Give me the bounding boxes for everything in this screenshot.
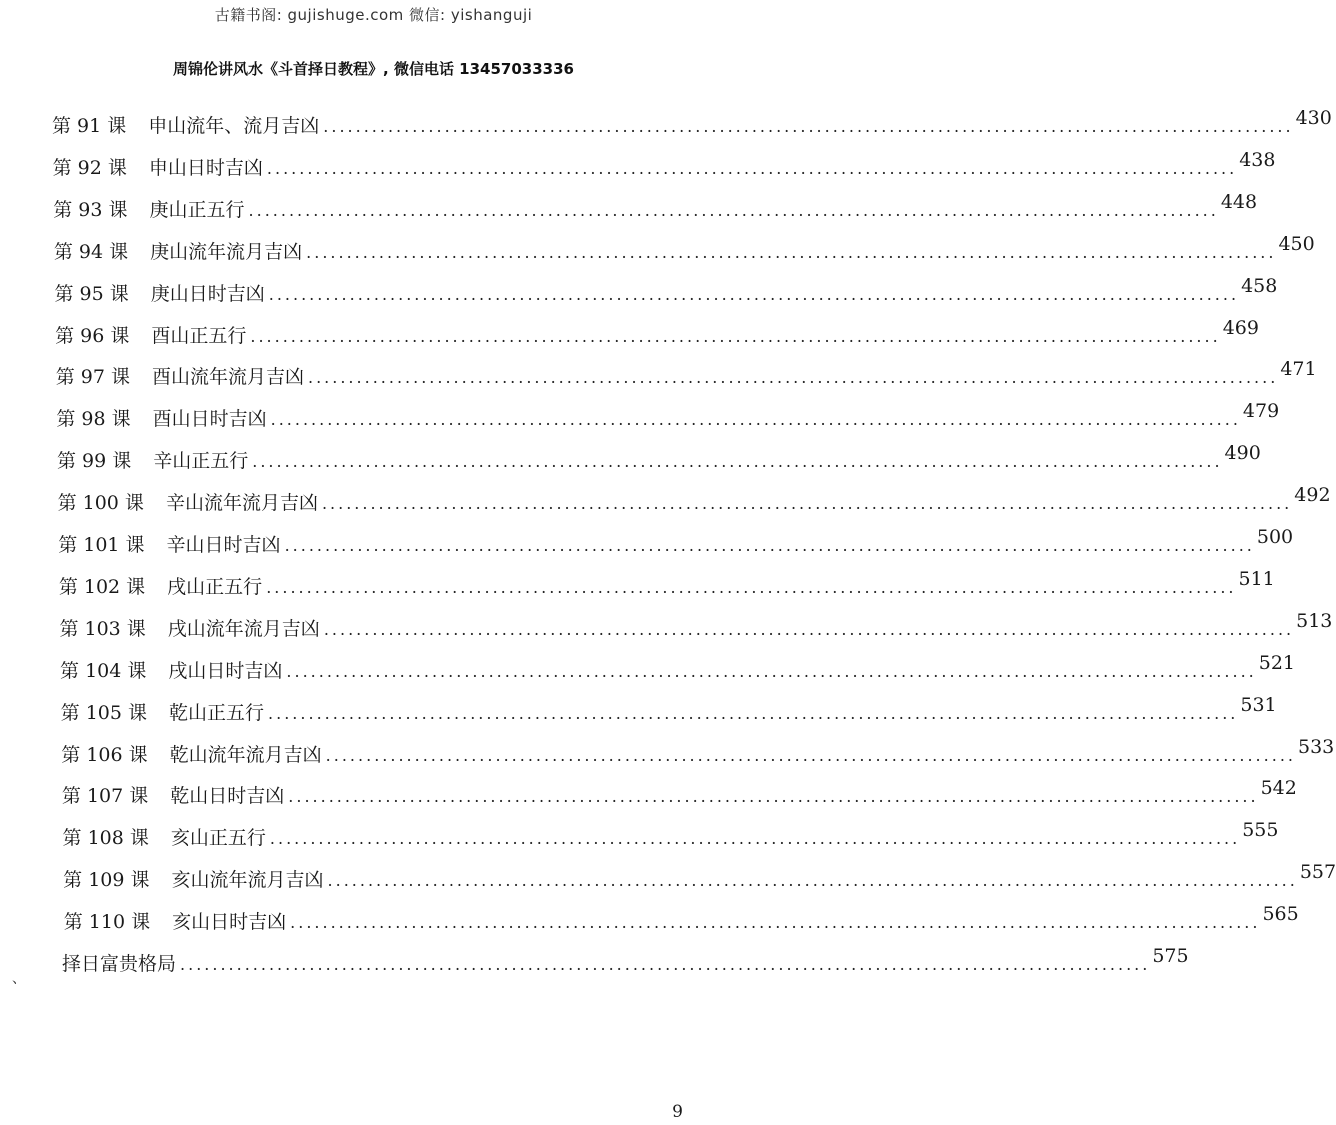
toc-entry-title: 庚山流年流月吉凶 [150, 240, 303, 263]
toc-page-number: 471 [1280, 358, 1317, 381]
dot-leader: ........................................................................................................................ [180, 955, 1151, 974]
toc-page-number: 492 [1294, 484, 1331, 507]
toc-entry [53, 190, 1258, 222]
toc-page-number: 511 [1238, 567, 1275, 590]
toc-entry [57, 484, 1331, 515]
toc-entry [60, 693, 1277, 725]
toc-page-number: 542 [1260, 777, 1297, 800]
toc-entry-title: 酉山流年流月吉凶 [151, 366, 304, 389]
toc-entry-title: 庚山日时吉凶 [150, 282, 265, 305]
toc-lesson-number: 第 91 课 [52, 115, 127, 137]
toc-entry-title: 庚山正五行 [149, 198, 245, 221]
toc-entry-title: 亥山日时吉凶 [172, 911, 287, 934]
toc-page-number: 575 [1152, 945, 1189, 967]
toc-lesson-number: 第 105 课 [60, 701, 148, 724]
toc-page-number: 555 [1242, 819, 1279, 842]
toc-entry [60, 651, 1295, 683]
dot-leader: ........................................................................................................................ [290, 913, 1261, 933]
toc-entry-title: 申山日时吉凶 [148, 156, 263, 179]
toc-entry-title: 亥山流年流月吉凶 [171, 869, 324, 892]
dot-leader: ........................................................................................................................ [323, 619, 1295, 639]
toc-entry [52, 148, 1276, 180]
toc-entry [56, 442, 1261, 473]
toc-page-number: 448 [1220, 190, 1258, 213]
toc-page-number: 450 [1278, 232, 1315, 255]
toc-page-number: 490 [1224, 442, 1261, 465]
toc-entry-title: 戌山正五行 [167, 575, 263, 598]
dot-leader: ........................................................................................................................ [308, 368, 1279, 388]
dot-leader: ........................................................................................................................ [286, 661, 1257, 681]
dot-leader: ........................................................................................................................ [325, 745, 1296, 765]
toc-lesson-number: 第 99 课 [56, 450, 132, 473]
toc-page-number: 458 [1241, 274, 1278, 297]
toc-entry [61, 735, 1335, 767]
toc-entry-title: 辛山流年流月吉凶 [165, 492, 318, 515]
toc-entry-title: 乾山正五行 [169, 701, 265, 724]
toc-entry [58, 567, 1275, 599]
dot-leader: ........................................................................................................................ [288, 787, 1259, 807]
dot-leader: ........................................................................................................................ [268, 284, 1240, 304]
toc-entry [62, 819, 1279, 850]
toc-entry-title: 乾山日时吉凶 [170, 785, 285, 808]
toc-entry [58, 526, 1294, 557]
dot-leader: ........................................................................................................................ [327, 871, 1298, 891]
toc-lesson-number: 第 104 课 [60, 659, 147, 682]
toc-page-number: 557 [1299, 861, 1336, 884]
toc-lesson-number: 第 100 课 [57, 492, 144, 515]
toc-entry-title: 酉山正五行 [151, 324, 247, 347]
toc-entry [62, 945, 1189, 976]
dot-leader: ........................................................................................................................ [266, 158, 1238, 178]
toc-entry [59, 609, 1333, 641]
dot-leader: ........................................................................................................................ [284, 536, 1255, 555]
toc-lesson-number: 第 93 课 [53, 198, 128, 221]
toc-page-number: 469 [1222, 316, 1259, 339]
toc-lesson-number: 第 96 课 [55, 324, 130, 347]
toc-lesson-number: 第 108 课 [62, 827, 149, 850]
dot-leader: ........................................................................................................................ [269, 829, 1241, 849]
toc-entry [63, 903, 1299, 934]
dot-leader: ........................................................................................................................ [321, 494, 1293, 514]
toc-lesson-number: 第 106 课 [61, 743, 148, 766]
toc-lesson-number: 第 109 课 [63, 869, 150, 892]
toc-lesson-number: 第 97 课 [55, 366, 130, 389]
dot-leader: ........................................................................................................................ [323, 117, 1294, 136]
toc-entry [61, 777, 1297, 808]
dot-leader: ........................................................................................................................ [306, 242, 1277, 262]
toc-entry-title: 亥山正五行 [170, 827, 266, 850]
toc-page-number: 438 [1239, 148, 1276, 171]
toc-entry-title: 乾山流年流月吉凶 [169, 743, 322, 766]
dot-leader: ........................................................................................................................ [268, 703, 1239, 723]
toc-page-number: 430 [1295, 107, 1332, 129]
toc-page-number: 521 [1258, 651, 1295, 674]
page-number: 9 [672, 1102, 683, 1122]
toc-page-number: 479 [1242, 400, 1280, 423]
dot-leader: ........................................................................................................................ [266, 577, 1237, 597]
toc-page-number: 513 [1296, 609, 1333, 632]
toc-entry [63, 861, 1336, 892]
toc-entry-title: 戌山日时吉凶 [168, 659, 283, 682]
toc-lesson-number: 第 102 课 [58, 575, 146, 598]
toc-page-number: 565 [1262, 903, 1299, 926]
dot-leader: ........................................................................................................................ [250, 326, 1221, 346]
toc-lesson-number: 第 103 课 [59, 617, 146, 640]
dot-leader: ........................................................................................................................ [252, 452, 1223, 472]
toc-entry-title: 辛山正五行 [153, 450, 249, 473]
toc-entry [55, 316, 1259, 348]
toc-page-number: 500 [1256, 526, 1294, 548]
toc-lesson-number: 第 107 课 [61, 785, 149, 808]
toc-entry-title: 辛山日时吉凶 [166, 534, 281, 556]
toc-lesson-number: 第 92 课 [52, 156, 127, 179]
toc-lesson-number: 第 94 课 [53, 240, 129, 263]
toc-entry [52, 107, 1332, 138]
dot-leader: ........................................................................................................................ [248, 200, 1219, 220]
toc-lesson-number: 第 110 课 [63, 911, 151, 934]
toc-entry-title: 戌山流年流月吉凶 [167, 617, 320, 640]
toc-entry-title: 酉山日时吉凶 [152, 408, 267, 431]
toc-entry [55, 358, 1317, 389]
toc-lesson-number: 第 95 课 [54, 282, 129, 305]
toc-page-number: 533 [1297, 735, 1335, 758]
toc-entry [56, 400, 1280, 431]
toc-page-number: 531 [1240, 693, 1277, 716]
dot-leader: ........................................................................................................................ [270, 410, 1241, 430]
toc-entry [53, 232, 1315, 264]
stray-mark: 、 [12, 971, 26, 987]
toc-lesson-number: 第 101 课 [58, 534, 145, 556]
running-header: 周锦伦讲风水《斗首择日教程》, 微信电话 13457033336 [173, 60, 574, 78]
toc-entry-title: 择日富贵格局 [62, 953, 177, 975]
watermark-text: 古籍书阁: gujishuge.com 微信: yishanguji [214, 6, 533, 24]
toc-entry [54, 274, 1278, 306]
toc-entry-title: 申山流年、流月吉凶 [148, 115, 320, 137]
toc-lesson-number: 第 98 课 [56, 408, 131, 431]
